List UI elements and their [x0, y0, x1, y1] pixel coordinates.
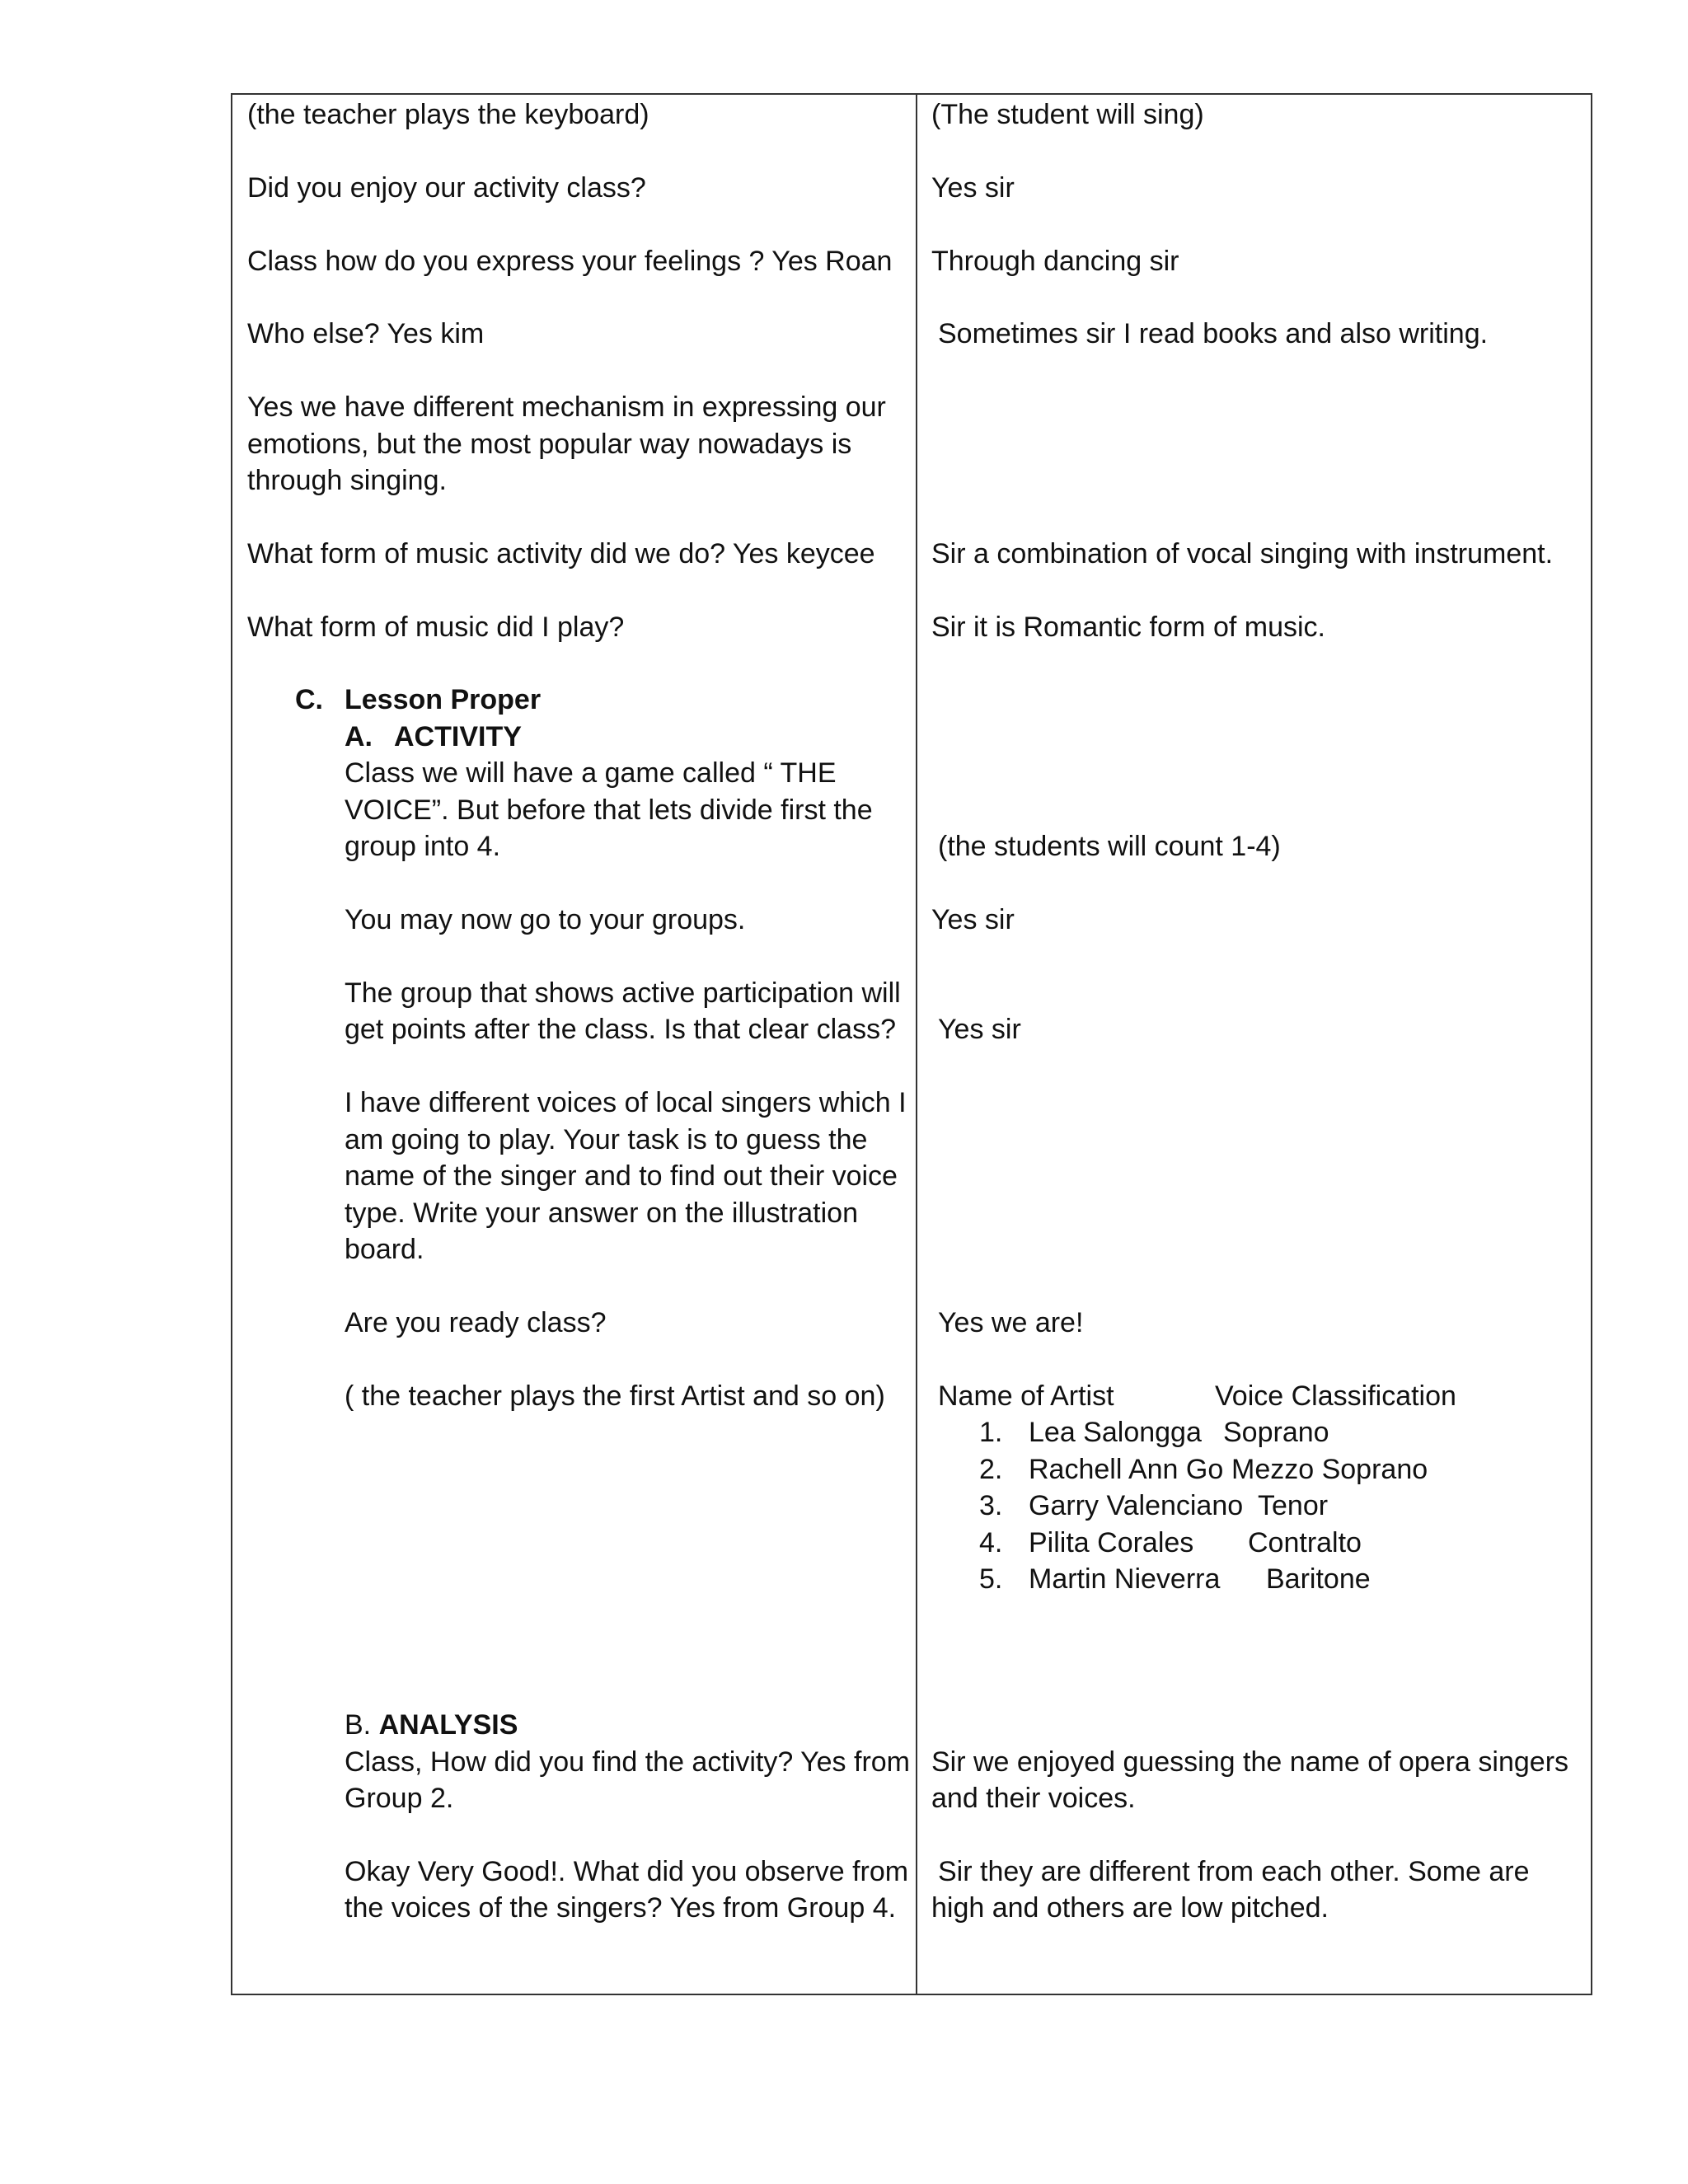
list-item-voice: Mezzo Soprano	[1231, 1454, 1428, 1485]
teacher-line: Who else? Yes kim	[247, 318, 485, 349]
activity-title: ACTIVITY	[394, 721, 522, 752]
analysis-title: ANALYSIS	[378, 1709, 518, 1741]
section-c-title: Lesson Proper	[345, 684, 542, 715]
teacher-line: Class how do you express your feelings ? Yes Roan	[247, 246, 893, 277]
student-line: (the students will count 1-4)	[938, 831, 1281, 862]
list-item-artist: Martin Nieverra	[1029, 1563, 1221, 1595]
teacher-line: am going to play. Your task is to guess the	[345, 1124, 868, 1155]
list-item-number: 3.	[979, 1490, 1003, 1521]
teacher-line: ( the teacher plays the first Artist and so on)	[345, 1380, 885, 1412]
teacher-line: board.	[345, 1234, 424, 1265]
list-item-artist: Lea Salongga	[1029, 1417, 1202, 1448]
teacher-line: type. Write your answer on the illustration	[345, 1197, 858, 1229]
teacher-line: What form of music did I play?	[247, 612, 625, 643]
teacher-line: The group that shows active participation will	[345, 977, 901, 1009]
list-item-voice: Tenor	[1258, 1490, 1329, 1521]
analysis-heading	[345, 1707, 518, 1744]
student-line: Sir they are different from each other. Some are	[938, 1856, 1530, 1887]
analysis-letter: B.	[345, 1709, 372, 1741]
student-line: Sir we enjoyed guessing the name of opera singers	[931, 1746, 1569, 1778]
teacher-line: Class we will have a game called “ THE	[345, 757, 837, 789]
student-line: Yes sir	[931, 904, 1015, 935]
list-item-number: 4.	[979, 1527, 1003, 1558]
student-line: and their voices.	[931, 1783, 1136, 1814]
teacher-line: Did you enjoy our activity class?	[247, 172, 646, 204]
list-item-number: 1.	[979, 1417, 1003, 1448]
list-item-voice: Soprano	[1223, 1417, 1329, 1448]
teacher-line: Class, How did you find the activity? Yes from	[345, 1746, 910, 1778]
teacher-line: I have different voices of local singers which I	[345, 1087, 907, 1118]
student-line: Yes we are!	[938, 1307, 1084, 1338]
student-line: Sir it is Romantic form of music.	[931, 612, 1325, 643]
list-item-number: 2.	[979, 1454, 1003, 1485]
teacher-line: the voices of the singers? Yes from Group 4.	[345, 1892, 897, 1924]
teacher-line: Group 2.	[345, 1783, 454, 1814]
student-line: Yes sir	[931, 172, 1015, 204]
list-item-number: 5.	[979, 1563, 1003, 1595]
student-line: Yes sir	[938, 1014, 1021, 1045]
teacher-line: get points after the class. Is that clear class?	[345, 1014, 896, 1045]
teacher-line: You may now go to your groups.	[345, 904, 746, 935]
student-line: Sometimes sir I read books and also writing.	[938, 318, 1489, 349]
teacher-line: emotions, but the most popular way nowadays is	[247, 429, 852, 460]
teacher-line: through singing.	[247, 465, 447, 496]
list-item-voice: Baritone	[1266, 1563, 1371, 1595]
teacher-line: name of the singer and to find out their voice	[345, 1160, 898, 1192]
list-item-artist: Pilita Corales	[1029, 1527, 1194, 1558]
lesson-plan-table	[231, 93, 1592, 1995]
teacher-line: Are you ready class?	[345, 1307, 607, 1338]
student-line: high and others are low pitched.	[931, 1892, 1329, 1924]
list-item-voice: Contralto	[1248, 1527, 1362, 1558]
teacher-line: What form of music activity did we do? Yes keycee	[247, 538, 875, 569]
student-line: (The student will sing)	[931, 99, 1204, 130]
teacher-line: Yes we have different mechanism in expressing our	[247, 391, 886, 423]
student-line: Through dancing sir	[931, 246, 1179, 277]
teacher-line: Okay Very Good!. What did you observe from	[345, 1856, 909, 1887]
teacher-line: group into 4.	[345, 831, 501, 862]
activity-letter: A.	[345, 721, 373, 752]
list-item-artist: Rachell Ann Go	[1029, 1454, 1224, 1485]
teacher-line: (the teacher plays the keyboard)	[247, 99, 649, 130]
section-c-letter: C.	[295, 684, 323, 715]
list-item-artist: Garry Valenciano	[1029, 1490, 1244, 1521]
list-header-artist: Name of Artist	[938, 1380, 1114, 1412]
student-line: Sir a combination of vocal singing with instrument.	[931, 538, 1554, 569]
list-header-voice: Voice Classification	[1215, 1380, 1456, 1412]
column-divider	[916, 95, 917, 1994]
teacher-line: VOICE”. But before that lets divide first the	[345, 794, 873, 826]
